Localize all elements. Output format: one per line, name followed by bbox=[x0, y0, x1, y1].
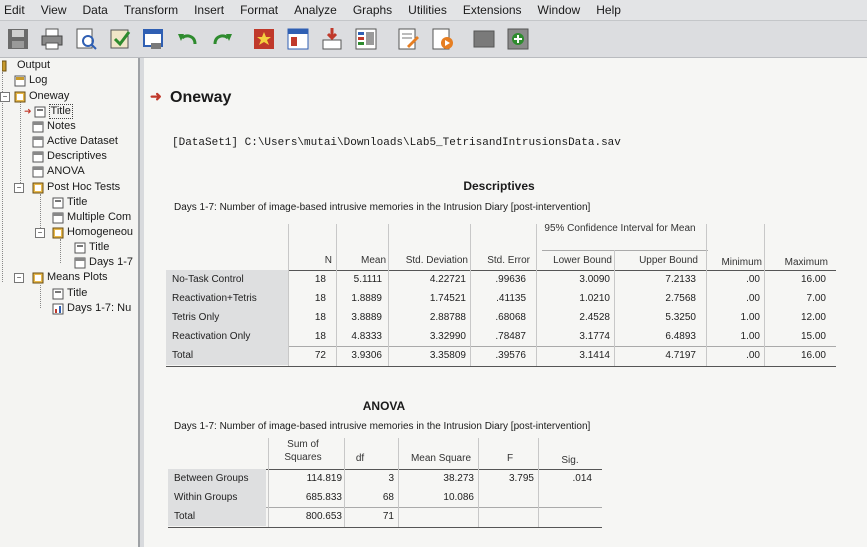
tree-line bbox=[2, 72, 3, 282]
divider bbox=[538, 438, 539, 527]
col-header-df: df bbox=[355, 453, 365, 464]
divider bbox=[764, 224, 765, 366]
outline-multiple-comparisons[interactable]: Multiple Com bbox=[52, 210, 131, 225]
insert-output-icon[interactable] bbox=[394, 25, 422, 53]
page-title: Oneway bbox=[170, 89, 232, 106]
col-header-mean-square: Mean Square bbox=[410, 453, 472, 464]
col-header-upper-bound: Upper Bound bbox=[639, 255, 698, 266]
ci-header: 95% Confidence Interval for Mean bbox=[544, 223, 696, 234]
goto-case-icon[interactable] bbox=[284, 25, 312, 53]
outline-means-plots[interactable]: Means Plots bbox=[32, 270, 108, 285]
menu-extensions[interactable]: Extensions bbox=[462, 3, 522, 17]
dialog-recall-icon[interactable] bbox=[140, 25, 168, 53]
table-icon bbox=[52, 212, 64, 224]
col-header-std-error: Std. Error bbox=[487, 255, 530, 266]
descriptives-title: Descriptives bbox=[463, 179, 535, 193]
divider bbox=[478, 438, 479, 527]
book-icon bbox=[52, 227, 64, 239]
divider bbox=[336, 224, 337, 366]
collapse-homogeneous-toggle[interactable]: − bbox=[35, 228, 45, 238]
outline-log[interactable]: Log bbox=[14, 73, 47, 88]
table-icon bbox=[32, 136, 44, 148]
designate-window-icon[interactable] bbox=[428, 25, 456, 53]
title-icon bbox=[52, 197, 64, 209]
divider bbox=[542, 250, 708, 251]
outline-post-hoc-title[interactable]: Title bbox=[52, 195, 87, 210]
menu-help[interactable]: Help bbox=[596, 3, 621, 17]
tree-line bbox=[60, 239, 61, 263]
log-icon bbox=[14, 75, 26, 87]
table-icon bbox=[32, 151, 44, 163]
divider bbox=[706, 224, 707, 366]
outline-means-plot-chart[interactable]: Days 1-7: Nu bbox=[52, 301, 131, 316]
anova-subtitle: Days 1-7: Number of image-based intrusive memories in the Intrusion Diary [post-intervention] bbox=[174, 421, 591, 432]
goto-data-icon[interactable] bbox=[250, 25, 278, 53]
col-header-sum-of-squares: Sum of Squares bbox=[284, 439, 322, 463]
output-content: ➜ Oneway [DataSet1] C:\Users\mutai\Downloads\Lab5_TetrisandIntrusionsData.sav Descriptives Days 1-7: Number of image-based intrusive memories in the Intrusion Diary [post-intervention] 95% Confidence Interval for Mean N Mean Std. Deviation Std. Error Lower Bound Upper Bound Minimum Maximum No-Task Control 18 5.1111 4.22721 .99636 3.0090 7.2133 .00 16.00 Reactivation+Tetris 18 1.8889 1.74521 .41135 1.0210 2.7568 .00 7.00 Tetris Only 18 3.8889 2.88788 .68068 2.4528 5.3250 1.00 12.00 Reactivation Only 18 4.8333 3.32990 .78487 3.1774 6.4893 1.00 15.00 Total 72 3.9306 3.35809 .39576 3.1414 4.7197 .00 16.00 ANOVA Days 1-7: Number of image-based intrusive memories in the Intrusion Diary [post-intervention] Sum of Squares df Mean Square F Sig. Between Groups 114.819 3 38.273 3.795 .014 Within Groups 685.833 68 10.086 Total 800.653 71 bbox=[144, 58, 867, 547]
divider bbox=[614, 250, 615, 366]
outline-anova[interactable]: ANOVA bbox=[32, 164, 85, 179]
print-preview-icon[interactable] bbox=[72, 25, 100, 53]
col-header-minimum: Minimum bbox=[721, 257, 762, 268]
menu-format[interactable]: Format bbox=[240, 3, 279, 17]
outline-output[interactable]: Output bbox=[2, 58, 50, 73]
book-icon bbox=[14, 91, 26, 103]
anova-bottom-rule bbox=[168, 527, 602, 528]
divider bbox=[398, 438, 399, 527]
col-header-maximum: Maximum bbox=[784, 257, 828, 268]
menu-analyze[interactable]: Analyze bbox=[294, 3, 337, 17]
menu-transform[interactable]: Transform bbox=[123, 3, 179, 17]
print-icon[interactable] bbox=[38, 25, 66, 53]
export-icon[interactable] bbox=[106, 25, 134, 53]
outline-active-dataset[interactable]: Active Dataset bbox=[32, 134, 118, 149]
descriptives-bottom-rule bbox=[166, 366, 836, 367]
current-item-arrow-icon: ➜ bbox=[150, 88, 162, 104]
outline-homogeneous-subsets[interactable]: Homogeneou bbox=[52, 225, 133, 240]
hide-icon[interactable] bbox=[470, 25, 498, 53]
collapse-post-hoc-toggle[interactable]: − bbox=[14, 183, 24, 193]
output-outline bbox=[0, 58, 140, 547]
descriptives-subtitle: Days 1-7: Number of image-based intrusive memories in the Intrusion Diary [post-intervention] bbox=[174, 202, 591, 213]
menu-utilities[interactable]: Utilities bbox=[408, 3, 447, 17]
outline-post-hoc-tests[interactable]: Post Hoc Tests bbox=[32, 180, 120, 195]
divider bbox=[388, 224, 389, 366]
chart-icon bbox=[52, 303, 64, 315]
tree-line bbox=[20, 102, 21, 187]
selection-arrow-icon: ➜ bbox=[24, 106, 32, 116]
divider bbox=[536, 224, 537, 366]
book-icon bbox=[32, 272, 44, 284]
outline-homogeneous-title[interactable]: Title bbox=[74, 240, 109, 255]
divider bbox=[344, 438, 345, 527]
notes-icon bbox=[32, 121, 44, 133]
outline-descriptives[interactable]: Descriptives bbox=[32, 149, 107, 164]
title-icon bbox=[74, 242, 86, 254]
title-icon bbox=[52, 288, 64, 300]
menu-data[interactable]: Data bbox=[82, 3, 108, 17]
menu-graphs[interactable]: Graphs bbox=[352, 3, 393, 17]
variables-icon[interactable] bbox=[352, 25, 380, 53]
tree-line bbox=[40, 285, 41, 308]
undo-icon[interactable] bbox=[174, 25, 202, 53]
outline-means-plots-title[interactable]: Title bbox=[52, 286, 87, 301]
save-icon[interactable] bbox=[4, 25, 32, 53]
book-icon bbox=[32, 182, 44, 194]
divider bbox=[288, 224, 289, 366]
output-book-icon bbox=[2, 60, 14, 72]
divider bbox=[470, 224, 471, 366]
col-header-f: F bbox=[506, 453, 514, 464]
title-icon bbox=[34, 106, 46, 118]
menu-insert[interactable]: Insert bbox=[194, 3, 225, 17]
anova-title: ANOVA bbox=[362, 399, 406, 413]
insert-variable-icon[interactable] bbox=[318, 25, 346, 53]
menu-bar bbox=[0, 0, 867, 21]
col-header-n: N bbox=[324, 255, 332, 266]
divider bbox=[268, 438, 269, 527]
show-icon[interactable] bbox=[504, 25, 532, 53]
menu-view[interactable]: View bbox=[40, 3, 67, 17]
col-header-lower-bound: Lower Bound bbox=[553, 255, 612, 266]
menu-window[interactable]: Window bbox=[537, 3, 581, 17]
table-icon bbox=[74, 257, 86, 269]
toolbar bbox=[0, 21, 867, 58]
menu-edit[interactable]: Edit bbox=[4, 3, 25, 17]
collapse-means-plots-toggle[interactable]: − bbox=[14, 273, 24, 283]
redo-icon[interactable] bbox=[208, 25, 236, 53]
collapse-oneway-toggle[interactable]: − bbox=[0, 92, 10, 102]
col-header-sig: Sig. bbox=[561, 455, 579, 466]
col-header-mean: Mean bbox=[360, 255, 386, 266]
table-icon bbox=[32, 166, 44, 178]
outline-homogeneous-days[interactable]: Days 1-7 bbox=[74, 255, 133, 270]
dataset-path: [DataSet1] C:\Users\mutai\Downloads\Lab5_TetrisandIntrusionsData.sav bbox=[172, 137, 621, 149]
outline-notes[interactable]: Notes bbox=[32, 119, 76, 134]
outline-oneway[interactable]: Oneway bbox=[14, 89, 69, 104]
outline-oneway-title[interactable]: ➜ Title bbox=[24, 105, 71, 117]
col-header-std-deviation: Std. Deviation bbox=[405, 255, 468, 266]
